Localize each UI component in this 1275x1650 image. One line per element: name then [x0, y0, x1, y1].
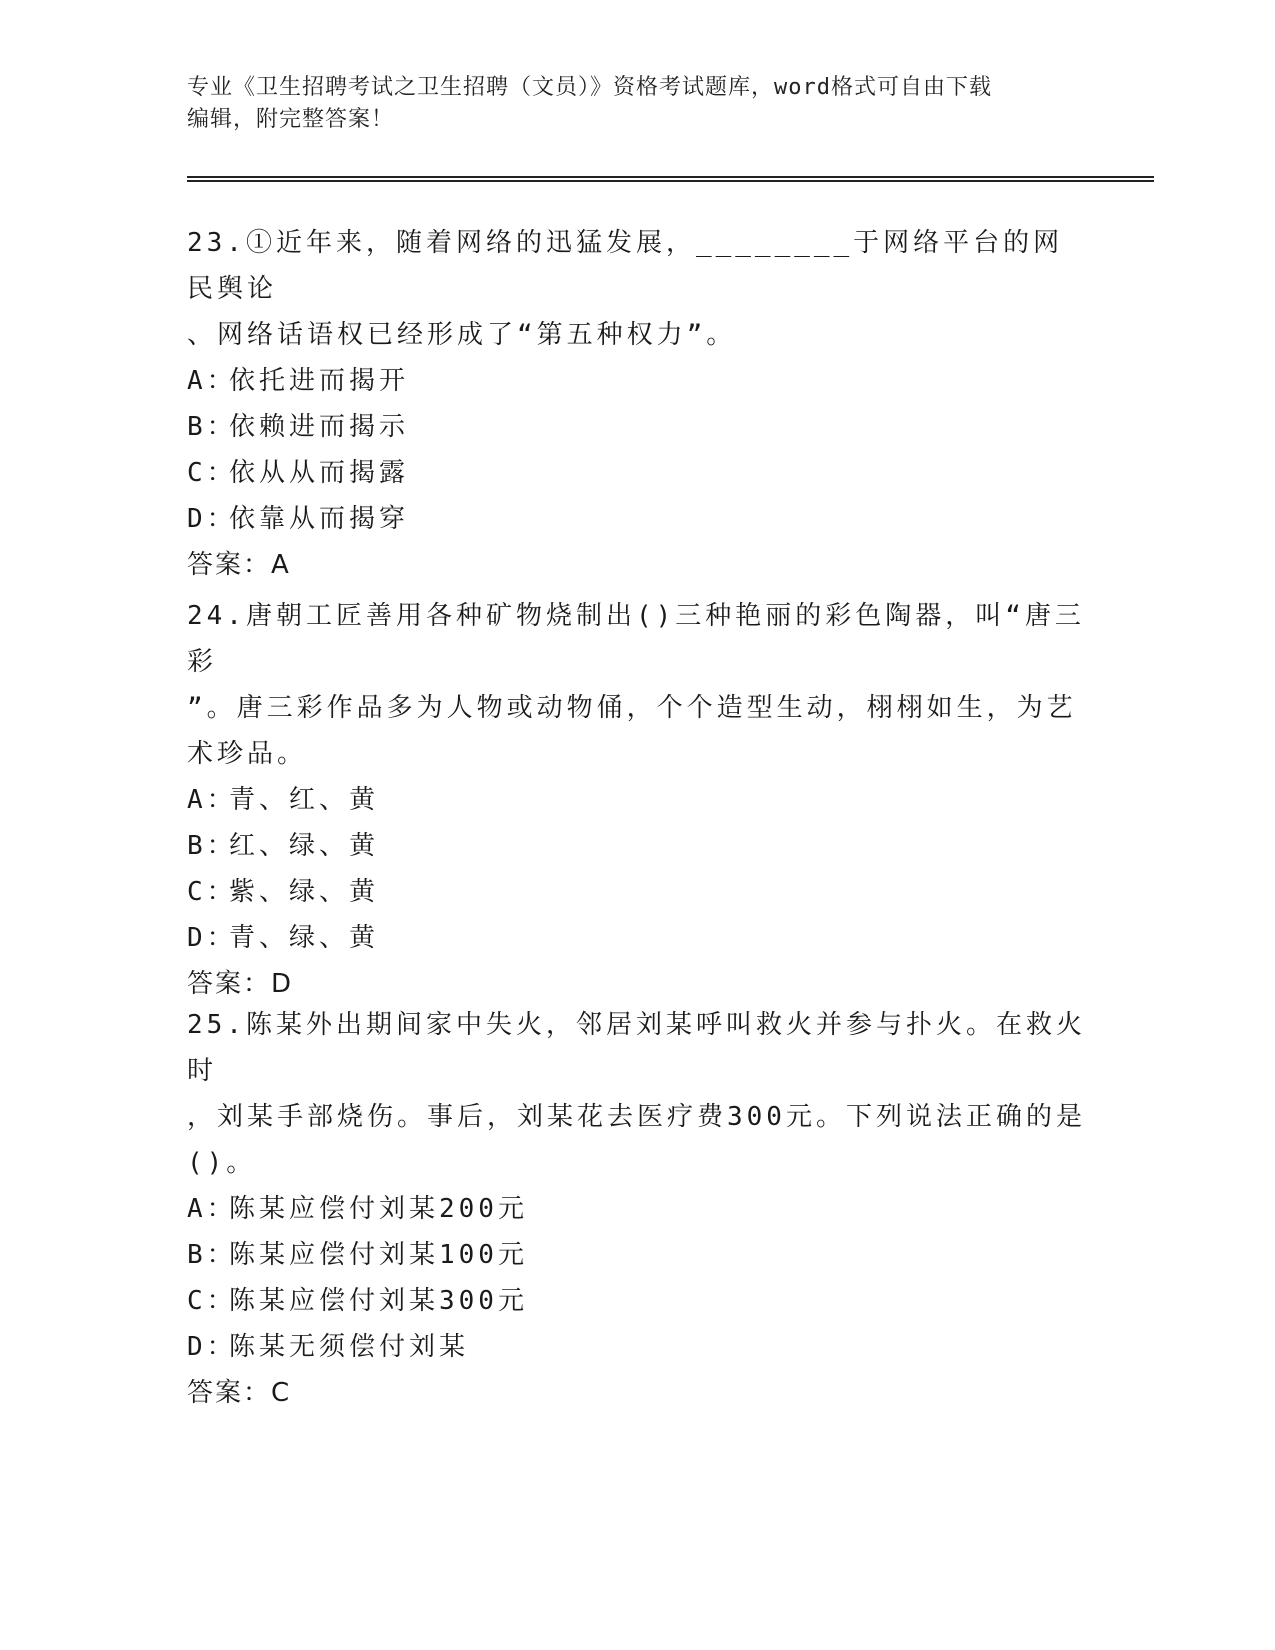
question-23 — [187, 220, 1087, 588]
question-stem-line: ，刘某手部烧伤。事后，刘某花去医疗费300元。下列说法正确的是 — [187, 1102, 1086, 1132]
option-key: B： — [187, 831, 237, 861]
option-key: A： — [187, 366, 237, 396]
option-c — [187, 450, 1087, 496]
option-text: 依靠从而揭穿 — [229, 504, 410, 534]
option-d — [187, 496, 1087, 542]
option-key: D： — [187, 1332, 237, 1362]
option-text: 青、红、黄 — [229, 785, 380, 815]
option-key: C： — [187, 877, 237, 907]
option-a — [187, 1186, 1087, 1232]
question-stem-line: ()。 — [187, 1148, 257, 1178]
answer: 答案：A — [187, 550, 291, 580]
option-text: 红、绿、黄 — [229, 831, 380, 861]
question-stem-line: 24.唐朝工匠善用各种矿物烧制出()三种艳丽的彩色陶器，叫“唐三彩 — [187, 601, 1085, 677]
option-c — [187, 869, 1087, 915]
option-text: 陈某无须偿付刘某 — [229, 1332, 470, 1362]
option-key: B： — [187, 412, 237, 442]
option-c — [187, 1278, 1087, 1324]
question-25 — [187, 1002, 1087, 1416]
question-24 — [187, 593, 1087, 1007]
question-stem-line: 25.陈某外出期间家中失火，邻居刘某呼叫救火并参与扑火。在救火时 — [187, 1010, 1086, 1086]
question-stem-line: 、网络话语权已经形成了“第五种权力”。 — [187, 320, 737, 350]
header-divider — [187, 176, 1154, 181]
option-text: 依托进而揭开 — [229, 366, 410, 396]
header-line-2: 编辑，附完整答案！ — [187, 107, 395, 132]
option-text: 紫、绿、黄 — [229, 877, 380, 907]
question-stem-line: 术珍品。 — [187, 739, 308, 769]
option-key: C： — [187, 1286, 237, 1316]
document-header — [187, 72, 1087, 136]
option-text: 依从从而揭露 — [229, 458, 410, 488]
option-key: A： — [187, 785, 237, 815]
question-stem-line: 23.①近年来，随着网络的迅猛发展，________于网络平台的网民舆论 — [187, 228, 1064, 304]
answer: 答案：C — [187, 1378, 292, 1408]
option-a — [187, 777, 1087, 823]
header-line-1: 专业《卫生招聘考试之卫生招聘（文员）》资格考试题库，word格式可自由下载 — [187, 75, 992, 100]
option-text: 青、绿、黄 — [229, 923, 380, 953]
option-text: 陈某应偿付刘某100元 — [229, 1240, 528, 1270]
option-d — [187, 1324, 1087, 1370]
option-key: B： — [187, 1240, 237, 1270]
option-key: D： — [187, 923, 237, 953]
option-text: 陈某应偿付刘某200元 — [229, 1194, 528, 1224]
option-text: 陈某应偿付刘某300元 — [229, 1286, 528, 1316]
option-text: 依赖进而揭示 — [229, 412, 410, 442]
option-key: D： — [187, 504, 237, 534]
answer: 答案：D — [187, 969, 294, 999]
option-b — [187, 1232, 1087, 1278]
option-a — [187, 358, 1087, 404]
option-b — [187, 823, 1087, 869]
option-key: A： — [187, 1194, 237, 1224]
option-key: C： — [187, 458, 237, 488]
option-d — [187, 915, 1087, 961]
question-stem-line: ”。唐三彩作品多为人物或动物俑，个个造型生动，栩栩如生，为艺 — [187, 693, 1077, 723]
option-b — [187, 404, 1087, 450]
